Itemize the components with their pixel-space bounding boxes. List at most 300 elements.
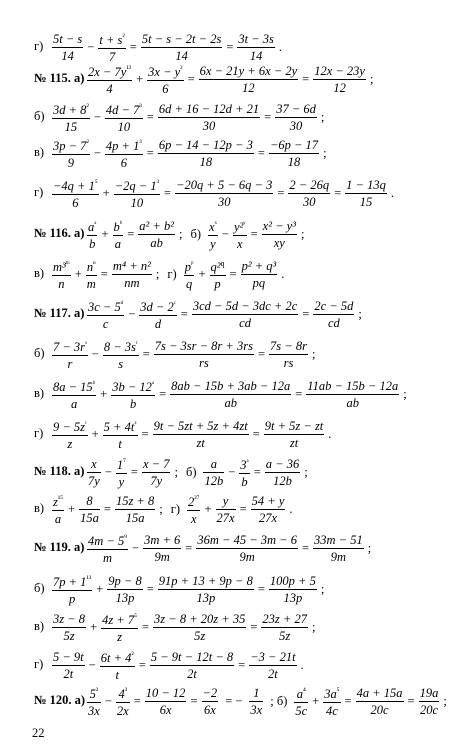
denominator: m [86,277,96,292]
solution-line [0,684,466,718]
numerator: −2 [202,685,218,700]
operator: ; [358,306,362,321]
problem-label: № 116. а) [34,226,85,240]
denominator: 15a [125,510,145,525]
numerator: 11ab − 15b − 12a [307,378,399,393]
numerator: $5 + 4t^ᶻ$ [103,418,137,435]
fraction [98,29,125,65]
denominator: 14 [249,48,263,63]
operator: = [344,693,352,708]
operator: = [252,426,260,441]
fraction [158,573,254,606]
denominator: 15a [80,510,99,525]
operator: = [127,226,135,241]
denominator: 6 [120,156,127,171]
operator: = [295,386,303,401]
denominator: 10 [117,120,131,135]
denominator: 12 [242,80,255,95]
operator: = [187,71,195,86]
fraction [196,532,298,565]
fraction [294,683,308,719]
fraction [103,416,138,452]
numerator: $3b - 12^ᵃ$ [112,378,155,395]
fraction [87,683,101,719]
numerator: −3 − 21t [250,649,296,664]
fraction [52,336,88,372]
fraction [52,31,83,64]
operator: − [104,693,112,708]
solution-line [0,531,466,565]
fraction [261,611,308,644]
solution-line [0,136,466,170]
fraction [52,376,96,412]
fraction [116,454,127,490]
operator: = [301,540,310,555]
fraction [175,177,273,210]
numerator: 8 [86,493,93,508]
denominator: c [102,317,109,332]
fraction [141,31,222,64]
numerator: $n^{^n}$ [86,258,96,275]
fraction [153,611,246,644]
denominator: 14 [61,48,74,63]
denominator: b [130,397,137,412]
operator: = [146,145,154,160]
operator: ; [369,71,374,86]
numerator: 3cd − 5d − 3dc + 2c [192,298,298,313]
operator: = [226,39,234,54]
denominator: t [115,668,120,683]
operator: − [128,306,136,321]
operator: ; [300,226,305,241]
numerator: 9t − 5zt + 5z + 4zt [153,418,248,433]
operator: + [312,693,320,708]
fraction [138,218,175,251]
numerator: 8ab − 15b + 3ab − 12a [171,378,291,393]
operator: + [91,426,99,441]
operator: . [300,657,304,672]
denominator: 5c [295,704,308,719]
denominator: x [236,237,243,252]
numerator: 6x − 21y + 6x − 2y [199,63,298,78]
fraction [203,456,224,489]
operator: = [229,266,237,281]
operator: + [100,386,108,401]
numerator: $p^ᵖ$ [184,258,194,275]
problem-label: № 118. а) [34,464,85,478]
operator: ; [311,346,316,361]
operator: = [100,266,108,281]
operator: . [281,266,285,281]
operator: ; [367,540,372,555]
fraction [87,530,128,566]
operator: = [129,39,137,54]
denominator: 6 [162,82,169,97]
fraction [87,216,97,252]
operator: = [180,306,188,321]
fraction [269,137,319,170]
numerator: $t + s^{^2}$ [99,31,125,48]
operator: − [88,657,96,672]
denominator: 10 [130,196,144,211]
numerator: $a^{^4}$ [296,685,306,702]
solution-line [0,377,466,411]
denominator: 30 [289,118,303,133]
denominator: 9m [239,549,255,564]
operator: + [198,266,206,281]
denominator: 30 [302,194,316,209]
fraction [52,135,90,171]
fraction [269,573,317,606]
solution-line [0,297,466,331]
denominator: z [117,630,122,645]
numerator: $4z + 7^{^5}$ [102,611,137,628]
operator: = [407,693,415,708]
solution-line [0,62,466,96]
numerator: 5 − 9t [53,649,84,664]
numerator: −6p − 17 [269,137,319,152]
fraction [103,336,139,372]
operator: = [138,657,146,672]
denominator: rs [198,355,209,370]
denominator: 13p [196,590,216,605]
operator: ; [178,226,183,241]
denominator: 30 [217,194,231,209]
denominator: ab [150,235,163,250]
fraction [114,175,160,211]
numerator: $1^{^7}$ [116,456,126,473]
numerator: $3c - 5^ᵈ$ [88,298,124,315]
numerator: 9t + 5z − zt [264,418,324,433]
fraction [52,416,88,452]
fraction [313,298,354,331]
denominator: 13p [115,590,135,605]
denominator: s [118,357,124,372]
fraction [52,175,99,211]
denominator: 2t [63,666,74,681]
numerator: $z^{^{15}}$ [53,493,64,510]
fraction [199,63,299,96]
numerator: $4p + 1^{^3}$ [105,137,142,154]
numerator: x − 7 [142,456,170,471]
operator: − [93,109,101,124]
numerator: 15z + 8 [115,493,155,508]
operator: б) [190,226,201,241]
problem-label: б) [34,581,45,595]
denominator: 5z [279,628,291,643]
fraction [158,137,254,170]
denominator: 2t [187,666,197,681]
fraction [143,532,181,565]
denominator: 12b [204,473,224,488]
denominator: rs [283,355,294,370]
numerator: $3a^{^5}$ [324,685,340,702]
operator: = [253,464,261,479]
operator: = [264,109,272,124]
denominator: a [54,512,62,527]
operator: = [146,109,154,124]
denominator: 5z [63,628,75,643]
fraction [87,456,101,489]
solution-line [0,257,466,291]
operator: + [204,501,212,516]
fraction [115,493,155,526]
solution-line [0,217,466,251]
fraction [313,532,364,565]
numerator: 23z + 27 [262,611,307,626]
denominator: a [70,397,78,412]
denominator: 2x [116,704,129,719]
problem-label: № 115. а) [34,71,85,85]
fraction [170,378,291,411]
numerator: $3p - 7^{^2}$ [53,137,89,154]
fraction [150,649,234,682]
denominator: 15 [359,194,373,209]
numerator: y [222,493,229,508]
solution-line [0,176,466,210]
fraction [187,491,200,527]
denominator: b [89,237,96,252]
fraction [192,298,298,331]
numerator: 4a + 15a [356,685,403,700]
numerator: 1 [253,685,260,700]
numerator: a − 36 [265,456,300,471]
denominator: cd [239,315,251,330]
operator: = [238,657,246,672]
operator: = [164,185,172,200]
numerator: 36m − 45 − 3m − 6 [197,532,297,547]
fraction [313,63,366,96]
numerator: $5^{^2}$ [89,685,99,702]
fraction [142,456,170,489]
operator: − [104,464,112,479]
solution-line [0,572,466,606]
numerator: $-4q + 1^{^5}$ [53,177,98,194]
denominator: ab [346,395,360,410]
numerator: 7s − 8r [270,338,307,353]
numerator: 54 + y [251,493,285,508]
solution-line [0,610,466,644]
numerator: $4d - 7^{^3}$ [105,101,142,118]
numerator: 3z − 8 + 20z + 35 [154,611,246,626]
operator: г) [170,501,181,516]
operator: + [90,619,98,634]
numerator: $7p + 1^{^{13}}$ [53,573,92,590]
fraction [153,418,249,451]
numerator: 33m − 51 [314,532,363,547]
numerator: 3z − 8 [53,611,86,626]
operator: = [250,619,258,634]
numerator: p² + q³ [241,258,277,273]
numerator: $4^{^3}$ [118,685,128,702]
fraction [356,685,404,718]
denominator: y [118,475,125,490]
fraction [145,685,187,718]
fraction [105,99,143,135]
fraction [52,99,90,135]
fraction [116,683,130,719]
operator: = [257,346,266,361]
fraction [249,649,296,682]
operator: ; [159,501,163,516]
numerator: 5 − 9t − 12t − 8 [150,649,234,664]
denominator: 12 [333,80,346,95]
numerator: −20q + 5 − 6q − 3 [176,177,273,192]
operator: + [136,71,144,86]
denominator: zt [196,435,205,450]
denominator: y [210,237,216,252]
problem-label: г) [34,185,44,199]
numerator: 3m + 6 [144,532,181,547]
fraction [241,258,278,291]
fraction [251,493,286,526]
fraction [52,611,86,644]
fraction [154,338,254,371]
solution-line [0,30,466,64]
denominator: 9m [330,549,347,564]
denominator: q [185,277,193,292]
numerator: y²$^ʸ$ [233,218,246,235]
numerator: 3t − 3s [238,31,274,46]
operator: г) [167,266,177,281]
numerator: $3d - 2^ᶜ$ [140,298,176,315]
operator: + [74,266,82,281]
numerator: 2c − 5d [314,298,354,313]
denominator: 3x [88,704,100,719]
operator: + [102,185,110,200]
fraction [202,685,219,718]
numerator: x² − y³ [262,218,296,233]
numerator: $4m - 5^{^9}$ [88,532,128,549]
fraction [111,376,155,412]
problem-label: № 119. а) [34,540,85,554]
fraction [419,685,440,718]
fraction [87,61,132,97]
numerator: q²$^q$ [210,258,225,275]
denominator: 13p [283,590,303,605]
denominator: 7y [150,473,163,488]
operator: − [221,226,229,241]
numerator: x [91,456,97,471]
numerator: $-2q - 1^{^3}$ [114,177,160,194]
numerator: 6d + 16 − 12d + 21 [158,101,260,116]
problem-label: в) [34,386,45,400]
operator: = [141,426,149,441]
fraction [262,218,297,251]
denominator: 6x [159,702,172,717]
fraction [265,456,300,489]
numerator: $3x - y^{^2}$ [148,63,183,80]
problem-label: б) [34,346,45,360]
fraction [208,216,218,252]
denominator: a [114,237,121,252]
operator: = [133,693,141,708]
fraction [249,685,263,718]
denominator: p [214,277,221,292]
fraction [269,338,308,371]
numerator: 1 − 13q [346,177,386,192]
denominator: t [118,437,122,452]
problem-label: г) [34,39,44,53]
numerator: a [210,456,217,471]
denominator: z [67,437,73,452]
denominator: 2t [268,666,278,681]
denominator: x [190,512,197,527]
solution-line [0,648,466,682]
operator: б) [185,464,197,479]
fraction [323,683,340,719]
operator: = [257,581,265,596]
operator: = [185,540,193,555]
operator: ; [155,266,160,281]
numerator: 5t − s [53,31,83,46]
denominator: ab [224,395,237,410]
denominator: p [68,592,76,607]
numerator: 10 − 12 [145,685,186,700]
operator: . [289,501,293,516]
operator: = [250,226,258,241]
operator: = [146,581,154,596]
fraction [216,493,236,526]
fraction [210,256,226,292]
numerator: $2x - 7y^{^{13}}$ [88,63,132,80]
denominator: zt [289,435,299,450]
operator: = [334,185,342,200]
solution-line [0,417,466,451]
problem-label: № 120. а) [34,693,86,707]
fraction [306,378,399,411]
fraction [52,571,92,607]
denominator: 4 [106,82,113,97]
problem-label: в) [34,266,45,280]
operator: = [257,145,265,160]
denominator: pq [252,275,266,290]
numerator: 2 − 26q [289,177,330,192]
denominator: 20c [370,702,389,717]
operator: ; [323,145,327,160]
operator: ; [443,693,447,708]
numerator: $6t + 4^{^2}$ [100,649,134,666]
operator: ; [320,581,325,596]
numerator: 100p + 5 [269,573,316,588]
fraction [237,31,275,64]
numerator: $8 - 3s^ʳ$ [103,338,138,355]
operator: = [159,386,167,401]
fraction [52,491,64,527]
numerator: 12x − 23y [314,63,365,78]
fraction [79,493,100,526]
fraction [345,177,387,210]
fraction [147,61,183,97]
problem-label: г) [34,657,44,671]
fraction [275,101,317,134]
operator: ; б) [270,693,288,708]
problem-label: б) [34,109,45,123]
numerator: 19a [419,685,439,700]
denominator: 12b [273,473,292,488]
operator: = [103,501,111,516]
operator: − [93,145,101,160]
numerator: $2^{^{27}}$ [188,493,200,510]
fraction [288,177,330,210]
operator: = − [225,693,243,708]
operator: + [96,581,104,596]
fraction [239,454,249,490]
denominator: d [154,317,162,332]
numerator: $x^ˣ$ [209,218,217,235]
denominator: nm [124,275,140,290]
denominator: 6x [203,702,216,717]
